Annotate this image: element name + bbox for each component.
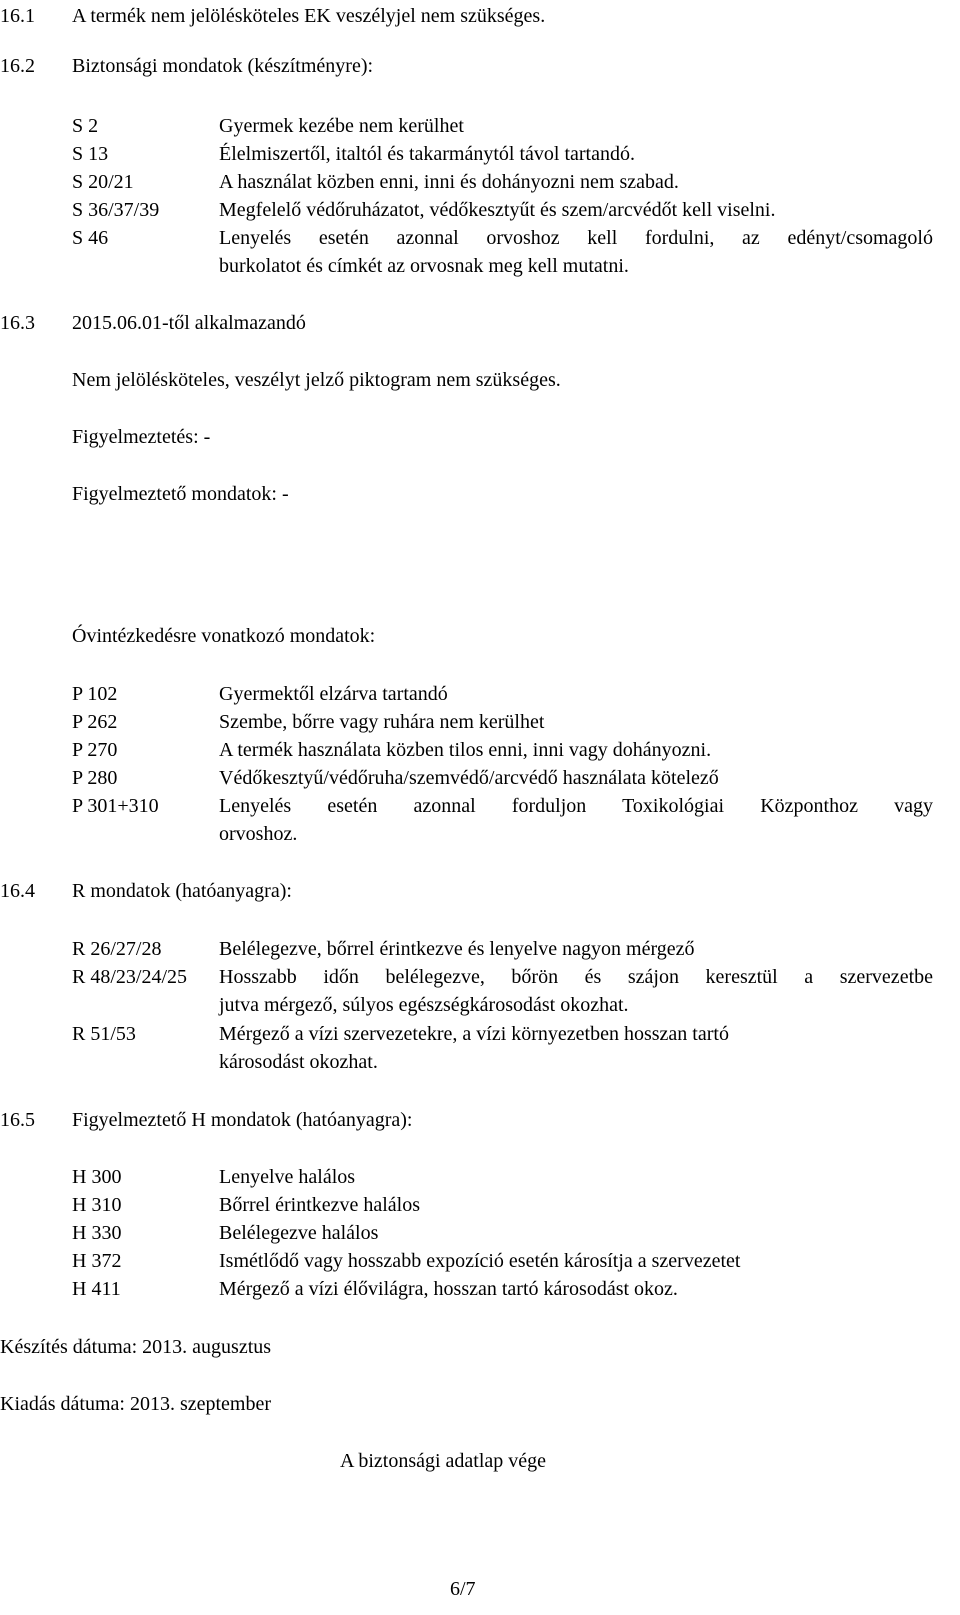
list-item xyxy=(0,196,960,224)
section-number: 16.2 xyxy=(0,55,35,77)
phrase-text-line-2: orvoshoz. xyxy=(219,823,298,845)
list-item xyxy=(0,112,960,140)
phrase-code: P 280 xyxy=(72,767,118,789)
list-item xyxy=(0,792,960,848)
phrase-text: Gyermek kezébe nem kerülhet xyxy=(219,115,464,137)
phrase-text: A használat közben enni, inni és dohányozni nem szabad. xyxy=(219,171,679,193)
phrase-text: A termék használata közben tilos enni, inni vagy dohányozni. xyxy=(219,739,712,761)
list-item xyxy=(0,764,960,792)
phrase-text-line-1: Mérgező a vízi szervezetekre, a vízi környezetben hosszan tartó xyxy=(219,1023,729,1045)
issued-date: Kiadás dátuma: 2013. szeptember xyxy=(0,1393,272,1415)
list-item xyxy=(0,1163,960,1191)
phrase-code: H 300 xyxy=(72,1166,122,1188)
phrase-text: Szembe, bőrre vagy ruhára nem kerülhet xyxy=(219,711,545,733)
list-item xyxy=(0,963,960,1019)
list-item xyxy=(0,680,960,708)
section-number: 16.1 xyxy=(0,5,35,27)
phrase-text: Mérgező a vízi élővilágra, hosszan tartó károsodást okoz. xyxy=(219,1278,678,1300)
list-item xyxy=(0,1191,960,1219)
list-item xyxy=(0,708,960,736)
phrase-code: S 13 xyxy=(72,143,109,165)
phrase-text-line-2: károsodást okozhat. xyxy=(219,1051,378,1073)
list-item xyxy=(0,224,960,280)
phrase-code: P 270 xyxy=(72,739,118,761)
prepared-date: Készítés dátuma: 2013. augusztus xyxy=(0,1336,272,1358)
phrase-code: R 26/27/28 xyxy=(72,938,162,960)
phrase-text: Élelmiszertől, italtól és takarmánytól távol tartandó. xyxy=(219,143,635,165)
phrase-text: Lenyelve halálos xyxy=(219,1166,356,1188)
list-item xyxy=(0,1020,960,1076)
section-number: 16.4 xyxy=(0,880,35,902)
phrase-code: S 20/21 xyxy=(72,171,134,193)
phrase-text: Gyermektől elzárva tartandó xyxy=(219,683,448,705)
document-end-note: A biztonsági adatlap vége xyxy=(340,1450,547,1472)
phrase-text-line-2: jutva mérgező, súlyos egészségkárosodást okozhat. xyxy=(219,994,629,1016)
warning-statements-label: Figyelmeztető mondatok: - xyxy=(72,483,289,505)
phrase-text: Védőkesztyű/védőruha/szemvédő/arcvédő használata kötelező xyxy=(219,767,719,789)
list-item xyxy=(0,1247,960,1275)
list-item xyxy=(0,935,960,963)
phrase-text: Belélegezve halálos xyxy=(219,1222,379,1244)
phrase-code: S 2 xyxy=(72,115,99,137)
list-item xyxy=(0,168,960,196)
phrase-code: H 372 xyxy=(72,1250,122,1272)
pictogram-note: Nem jelölésköteles, veszélyt jelző piktogram nem szükséges. xyxy=(72,369,561,391)
list-item xyxy=(0,140,960,168)
page-number: 6/7 xyxy=(450,1578,476,1600)
warning-label: Figyelmeztetés: - xyxy=(72,426,211,448)
phrase-text: Ismétlődő vagy hosszabb expozíció esetén károsítja a szervezetet xyxy=(219,1250,741,1272)
phrase-text: Bőrrel érintkezve halálos xyxy=(219,1194,421,1216)
phrase-text: Belélegezve, bőrrel érintkezve és lenyelve nagyon mérgező xyxy=(219,938,695,960)
phrase-code: S 46 xyxy=(72,227,109,249)
phrase-code: R 48/23/24/25 xyxy=(72,966,188,988)
phrase-code: R 51/53 xyxy=(72,1023,136,1045)
phrase-text-line-1: Hosszabb időn belélegezve, bőrön és szájon keresztül a szervezetbe xyxy=(219,966,933,988)
phrase-code: P 301+310 xyxy=(72,795,159,817)
list-item xyxy=(0,1219,960,1247)
phrase-code: P 102 xyxy=(72,683,118,705)
list-item xyxy=(0,1275,960,1303)
phrase-text-line-1: Lenyelés esetén azonnal orvoshoz kell fordulni, az edényt/csomagoló xyxy=(219,227,933,249)
phrase-code: H 411 xyxy=(72,1278,121,1300)
section-number: 16.3 xyxy=(0,312,35,334)
phrase-code: H 330 xyxy=(72,1222,122,1244)
phrase-code: P 262 xyxy=(72,711,118,733)
section-title: R mondatok (hatóanyagra): xyxy=(72,880,292,902)
phrase-code: S 36/37/39 xyxy=(72,199,160,221)
phrase-text: Megfelelő védőruházatot, védőkesztyűt és szem/arcvédőt kell viselni. xyxy=(219,199,776,221)
section-title: 2015.06.01-től alkalmazandó xyxy=(72,312,306,334)
section-text: A termék nem jelölésköteles EK veszélyjel nem szükséges. xyxy=(72,5,546,27)
phrase-text-line-1: Lenyelés esetén azonnal forduljon Toxikológiai Központhoz vagy xyxy=(219,795,933,817)
list-item xyxy=(0,736,960,764)
phrase-code: H 310 xyxy=(72,1194,122,1216)
section-title: Biztonsági mondatok (készítményre): xyxy=(72,55,374,77)
section-title: Figyelmeztető H mondatok (hatóanyagra): xyxy=(72,1109,413,1131)
phrase-text-line-2: burkolatot és címkét az orvosnak meg kell mutatni. xyxy=(219,255,629,277)
section-number: 16.5 xyxy=(0,1109,35,1131)
precaution-title: Óvintézkedésre vonatkozó mondatok: xyxy=(72,625,376,647)
